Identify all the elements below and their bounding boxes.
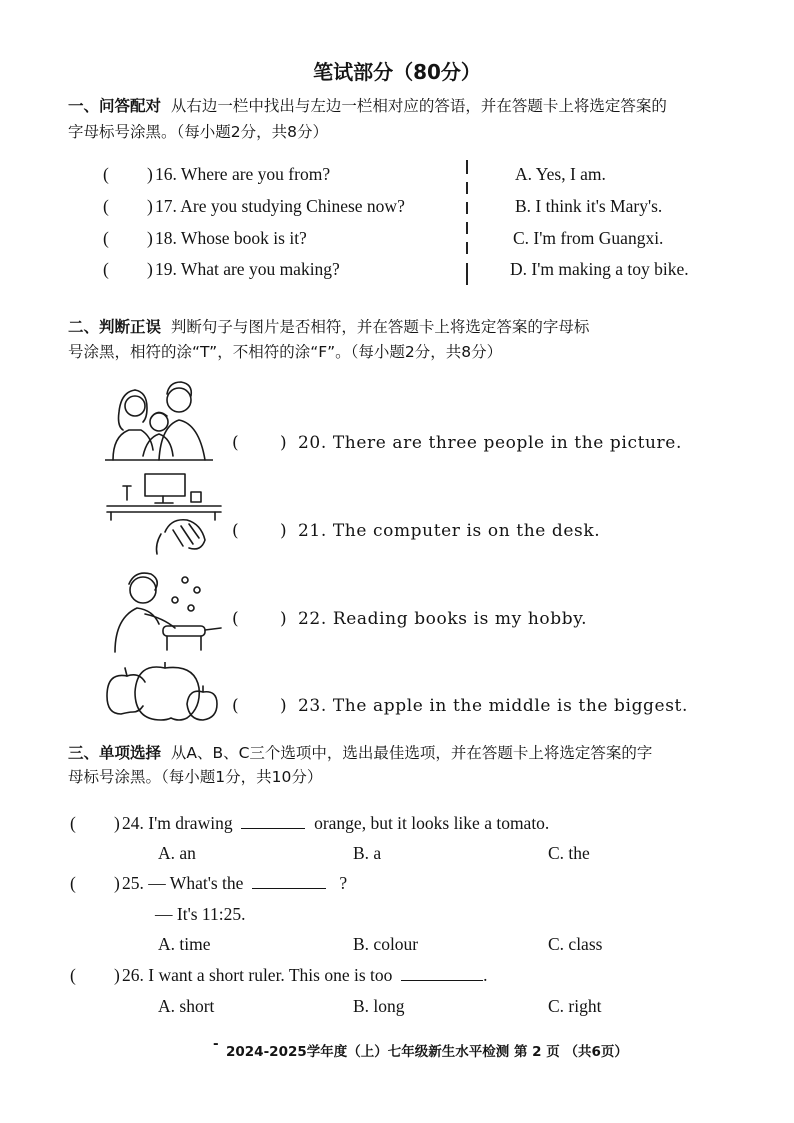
q26-stem xyxy=(122,965,488,986)
divider-dash xyxy=(466,202,468,214)
divider-dash xyxy=(466,222,468,234)
q18-close-paren: ) xyxy=(147,228,153,248)
section2-instruction-line2: 号涂黑，相符的涂“T”，不相符的涂“F”。（每小题2分，共8分） xyxy=(68,343,503,361)
q25-option-a: A. time xyxy=(158,934,211,954)
q16-text: 16. Where are you from? xyxy=(155,164,331,184)
divider-dash xyxy=(466,182,468,194)
q24-option-c: C. the xyxy=(548,843,590,863)
item23-close-paren: ) xyxy=(280,696,288,716)
q26-option-c: C. right xyxy=(548,996,602,1016)
q19-text: 19. What are you making? xyxy=(155,259,340,279)
section3-heading: 三、单项选择 xyxy=(68,744,162,762)
section3-instruction-text: 从A、B、C三个选项中，选出最佳选项，并在答题卡上将选定答案的字 xyxy=(170,744,653,762)
section3-instruction-line2: 母标号涂黑。（每小题1分，共10分） xyxy=(68,768,323,786)
section3-instruction-line1 xyxy=(68,740,652,766)
q26-open-paren: ( xyxy=(70,965,76,985)
divider-dash xyxy=(466,242,468,254)
item20-text: 20. There are three people in the picture. xyxy=(298,433,682,453)
q17-close-paren: ) xyxy=(147,196,153,216)
divider-dash xyxy=(466,160,468,174)
q25-open-paren: ( xyxy=(70,873,76,893)
footer-mark: - xyxy=(213,1036,219,1052)
item20-open-paren: ( xyxy=(232,433,240,453)
apples-picture xyxy=(105,662,220,724)
answer-c: C. I'm from Guangxi. xyxy=(513,228,664,248)
q25-option-b: B. colour xyxy=(353,934,419,954)
q25-answer-line: — It's 11:25. xyxy=(155,904,246,924)
computer-desk-picture xyxy=(105,470,223,560)
section2-instruction-text: 判断句子与图片是否相符，并在答题卡上将选定答案的字母标 xyxy=(170,318,590,336)
q18-open-paren: ( xyxy=(103,228,109,248)
section1-instruction-line2: 字母标号涂黑。（每小题2分，共8分） xyxy=(68,123,328,141)
section2-heading: 二、判断正误 xyxy=(68,318,162,336)
footer-text: 2024-2025学年度（上）七年级新生水平检测 第 2 页 （共6页） xyxy=(226,1044,628,1060)
q25-close-paren: ) xyxy=(114,873,120,893)
q17-open-paren: ( xyxy=(103,196,109,216)
q19-close-paren: ) xyxy=(147,259,153,279)
q16-open-paren: ( xyxy=(103,164,109,184)
page-title: 笔试部分（80分） xyxy=(313,60,481,84)
section1-instruction-line1 xyxy=(68,93,667,119)
q26-option-b: B. long xyxy=(353,996,405,1016)
answer-a: A. Yes, I am. xyxy=(515,164,606,184)
q25-option-c: C. class xyxy=(548,934,603,954)
answer-b: B. I think it's Mary's. xyxy=(515,196,663,216)
q26-text-after: . xyxy=(483,965,488,985)
q24-option-a: A. an xyxy=(158,843,196,863)
q19-open-paren: ( xyxy=(103,259,109,279)
cooking-picture xyxy=(105,570,223,655)
q24-open-paren: ( xyxy=(70,813,76,833)
q25-stem xyxy=(122,873,347,894)
section1-instruction-text: 从右边一栏中找出与左边一栏相对应的答语，并在答题卡上将选定答案的 xyxy=(170,97,667,115)
section2-instruction-line1 xyxy=(68,314,589,340)
q26-blank xyxy=(401,979,483,981)
q24-close-paren: ) xyxy=(114,813,120,833)
item21-open-paren: ( xyxy=(232,521,240,541)
q25-blank xyxy=(252,887,326,889)
item21-close-paren: ) xyxy=(280,521,288,541)
q18-text: 18. Whose book is it? xyxy=(155,228,307,248)
item22-close-paren: ) xyxy=(280,609,288,629)
q25-text-after: ? xyxy=(339,873,348,893)
q24-option-b: B. a xyxy=(353,843,382,863)
item20-close-paren: ) xyxy=(280,433,288,453)
item21-text: 21. The computer is on the desk. xyxy=(298,521,601,541)
item23-open-paren: ( xyxy=(232,696,240,716)
q26-text-before: 26. I want a short ruler. This one is too xyxy=(122,965,393,985)
q16-close-paren: ) xyxy=(147,164,153,184)
item22-text: 22. Reading books is my hobby. xyxy=(298,609,588,629)
q24-text-before: 24. I'm drawing xyxy=(122,813,233,833)
divider-dash xyxy=(466,263,468,285)
q24-blank xyxy=(241,827,305,829)
q26-close-paren: ) xyxy=(114,965,120,985)
item23-text: 23. The apple in the middle is the biggest. xyxy=(298,696,688,716)
item22-open-paren: ( xyxy=(232,609,240,629)
q24-stem xyxy=(122,813,549,834)
answer-d: D. I'm making a toy bike. xyxy=(510,259,689,279)
section1-heading: 一、问答配对 xyxy=(68,97,162,115)
q25-text-before: 25. — What's the xyxy=(122,873,244,893)
q26-option-a: A. short xyxy=(158,996,215,1016)
q24-text-after: orange, but it looks like a tomato. xyxy=(314,813,550,833)
q17-text: 17. Are you studying Chinese now? xyxy=(155,196,405,216)
family-picture xyxy=(105,380,213,462)
